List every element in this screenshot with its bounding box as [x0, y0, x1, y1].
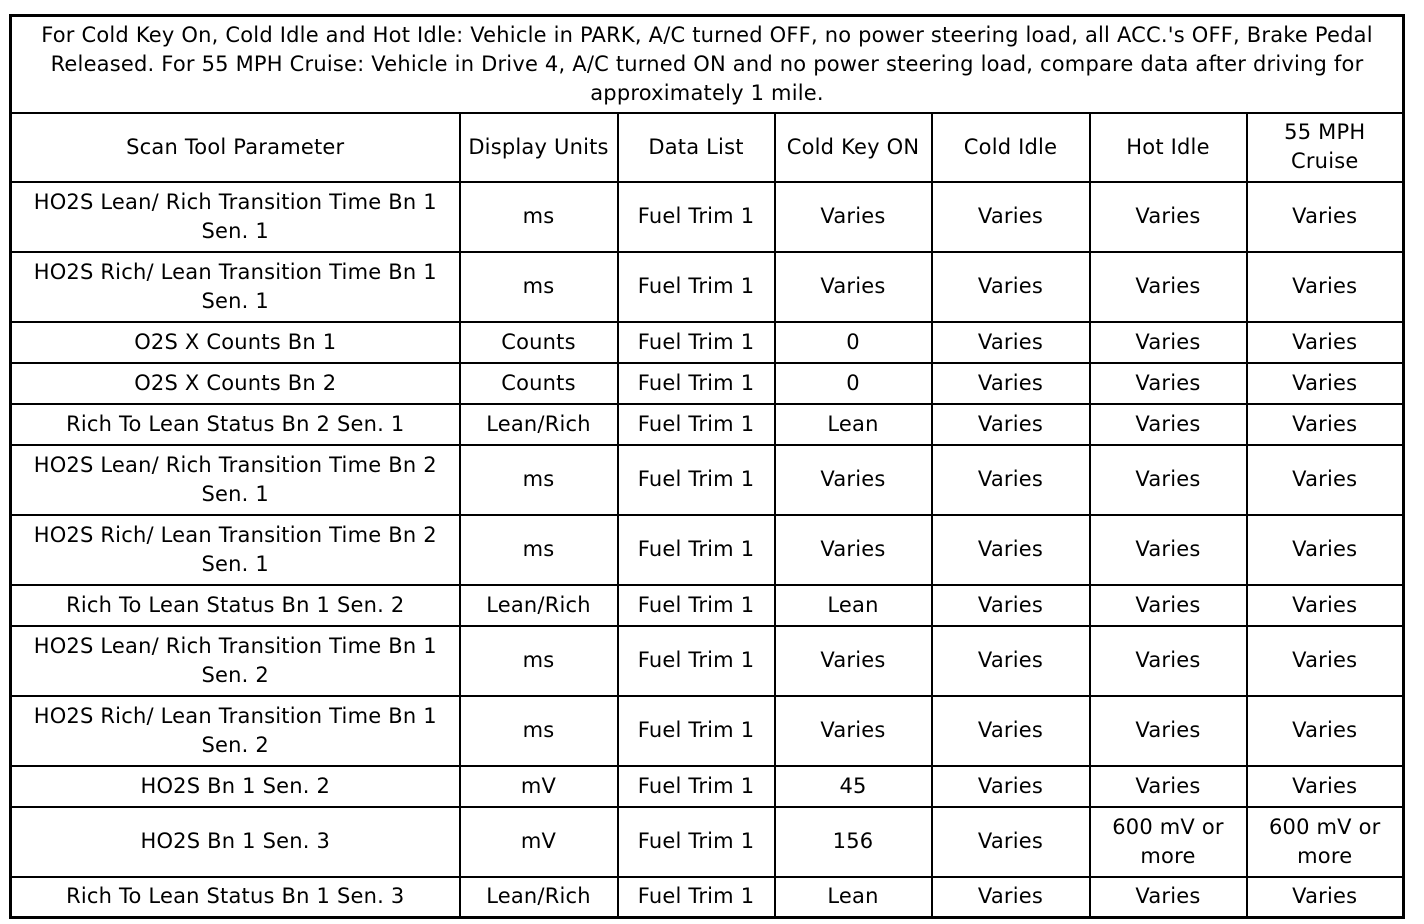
header-55-mph-cruise: 55 MPH Cruise	[1247, 113, 1404, 182]
data-list-cell: Fuel Trim 1	[618, 807, 775, 877]
data-list-cell: Fuel Trim 1	[618, 515, 775, 585]
data-list-cell: Fuel Trim 1	[618, 182, 775, 252]
header-cold-idle: Cold Idle	[932, 113, 1090, 182]
header-hot-idle: Hot Idle	[1090, 113, 1247, 182]
hot-idle-cell: Varies	[1090, 766, 1247, 807]
cold-key-on-cell: Varies	[775, 515, 932, 585]
cold-key-on-cell: Varies	[775, 182, 932, 252]
cold-idle-cell: Varies	[932, 696, 1090, 766]
param-cell: HO2S Lean/ Rich Transition Time Bn 1 Sen. 1	[11, 182, 460, 252]
cruise-cell: 600 mV or more	[1247, 807, 1404, 877]
param-cell: HO2S Rich/ Lean Transition Time Bn 2 Sen. 1	[11, 515, 460, 585]
hot-idle-cell: Varies	[1090, 182, 1247, 252]
cold-key-on-cell: 0	[775, 363, 932, 404]
table-row	[11, 363, 1404, 404]
cruise-cell: Varies	[1247, 696, 1404, 766]
display-units-cell: mV	[460, 766, 618, 807]
cold-idle-cell: Varies	[932, 585, 1090, 626]
table-row	[11, 696, 1404, 766]
cruise-cell: Varies	[1247, 404, 1404, 445]
cruise-cell: Varies	[1247, 766, 1404, 807]
display-units-cell: Counts	[460, 322, 618, 363]
table-row	[11, 807, 1404, 877]
table-row	[11, 252, 1404, 322]
hot-idle-cell: 600 mV or more	[1090, 807, 1247, 877]
table-row	[11, 445, 1404, 515]
header-display-units: Display Units	[460, 113, 618, 182]
cruise-cell: Varies	[1247, 515, 1404, 585]
display-units-cell: Lean/Rich	[460, 585, 618, 626]
cruise-cell: Varies	[1247, 322, 1404, 363]
cold-key-on-cell: Varies	[775, 626, 932, 696]
hot-idle-cell: Varies	[1090, 404, 1247, 445]
cold-key-on-cell: Varies	[775, 252, 932, 322]
display-units-cell: Lean/Rich	[460, 404, 618, 445]
hot-idle-cell: Varies	[1090, 877, 1247, 918]
hot-idle-cell: Varies	[1090, 696, 1247, 766]
hot-idle-cell: Varies	[1090, 626, 1247, 696]
note-row	[11, 16, 1404, 113]
cold-key-on-cell: 45	[775, 766, 932, 807]
header-cold-key-on: Cold Key ON	[775, 113, 932, 182]
param-cell: HO2S Bn 1 Sen. 3	[11, 807, 460, 877]
cruise-cell: Varies	[1247, 445, 1404, 515]
param-cell: HO2S Bn 1 Sen. 2	[11, 766, 460, 807]
cold-idle-cell: Varies	[932, 766, 1090, 807]
cruise-cell: Varies	[1247, 877, 1404, 918]
data-list-cell: Fuel Trim 1	[618, 404, 775, 445]
cold-idle-cell: Varies	[932, 322, 1090, 363]
display-units-cell: ms	[460, 445, 618, 515]
cold-idle-cell: Varies	[932, 404, 1090, 445]
cold-idle-cell: Varies	[932, 515, 1090, 585]
param-cell: O2S X Counts Bn 1	[11, 322, 460, 363]
table-row	[11, 182, 1404, 252]
cold-key-on-cell: Varies	[775, 445, 932, 515]
header-data-list: Data List	[618, 113, 775, 182]
table-row	[11, 322, 1404, 363]
table-row	[11, 766, 1404, 807]
hot-idle-cell: Varies	[1090, 585, 1247, 626]
hot-idle-cell: Varies	[1090, 445, 1247, 515]
cold-key-on-cell: Varies	[775, 696, 932, 766]
param-cell: O2S X Counts Bn 2	[11, 363, 460, 404]
table-row	[11, 585, 1404, 626]
param-cell: HO2S Rich/ Lean Transition Time Bn 1 Sen. 1	[11, 252, 460, 322]
cold-key-on-cell: Lean	[775, 877, 932, 918]
cruise-cell: Varies	[1247, 626, 1404, 696]
display-units-cell: ms	[460, 515, 618, 585]
display-units-cell: ms	[460, 626, 618, 696]
display-units-cell: Lean/Rich	[460, 877, 618, 918]
cold-key-on-cell: Lean	[775, 404, 932, 445]
hot-idle-cell: Varies	[1090, 363, 1247, 404]
cruise-cell: Varies	[1247, 585, 1404, 626]
cold-idle-cell: Varies	[932, 445, 1090, 515]
cold-key-on-cell: 156	[775, 807, 932, 877]
test-conditions-note: For Cold Key On, Cold Idle and Hot Idle: Vehicle in PARK, A/C turned OFF, no power steering load, all ACC.'s OFF, Brake Pedal Released. For 55 MPH Cruise: Vehicle in Drive 4, A/C turned ON and no power steering load, compare data after driving for approximately 1 mile.	[11, 16, 1404, 113]
table-row	[11, 877, 1404, 918]
display-units-cell: Counts	[460, 363, 618, 404]
table-body	[11, 16, 1404, 918]
data-list-cell: Fuel Trim 1	[618, 322, 775, 363]
cruise-cell: Varies	[1247, 182, 1404, 252]
cold-key-on-cell: 0	[775, 322, 932, 363]
hot-idle-cell: Varies	[1090, 515, 1247, 585]
table-row	[11, 404, 1404, 445]
data-list-cell: Fuel Trim 1	[618, 696, 775, 766]
display-units-cell: ms	[460, 182, 618, 252]
scan-tool-data-sheet	[9, 14, 1405, 916]
display-units-cell: mV	[460, 807, 618, 877]
cold-idle-cell: Varies	[932, 626, 1090, 696]
cold-idle-cell: Varies	[932, 182, 1090, 252]
display-units-cell: ms	[460, 696, 618, 766]
data-list-cell: Fuel Trim 1	[618, 585, 775, 626]
param-cell: Rich To Lean Status Bn 2 Sen. 1	[11, 404, 460, 445]
data-list-cell: Fuel Trim 1	[618, 445, 775, 515]
scan-tool-data-table	[9, 14, 1405, 919]
param-cell: HO2S Rich/ Lean Transition Time Bn 1 Sen. 2	[11, 696, 460, 766]
header-scan-tool-parameter: Scan Tool Parameter	[11, 113, 460, 182]
cold-idle-cell: Varies	[932, 252, 1090, 322]
data-list-cell: Fuel Trim 1	[618, 626, 775, 696]
cold-idle-cell: Varies	[932, 807, 1090, 877]
param-cell: Rich To Lean Status Bn 1 Sen. 3	[11, 877, 460, 918]
cold-idle-cell: Varies	[932, 877, 1090, 918]
data-list-cell: Fuel Trim 1	[618, 363, 775, 404]
cruise-cell: Varies	[1247, 252, 1404, 322]
data-list-cell: Fuel Trim 1	[618, 766, 775, 807]
display-units-cell: ms	[460, 252, 618, 322]
param-cell: Rich To Lean Status Bn 1 Sen. 2	[11, 585, 460, 626]
header-row	[11, 113, 1404, 182]
param-cell: HO2S Lean/ Rich Transition Time Bn 1 Sen. 2	[11, 626, 460, 696]
cold-key-on-cell: Lean	[775, 585, 932, 626]
hot-idle-cell: Varies	[1090, 322, 1247, 363]
cold-idle-cell: Varies	[932, 363, 1090, 404]
param-cell: HO2S Lean/ Rich Transition Time Bn 2 Sen. 1	[11, 445, 460, 515]
data-list-cell: Fuel Trim 1	[618, 877, 775, 918]
table-row	[11, 626, 1404, 696]
table-row	[11, 515, 1404, 585]
hot-idle-cell: Varies	[1090, 252, 1247, 322]
cruise-cell: Varies	[1247, 363, 1404, 404]
data-list-cell: Fuel Trim 1	[618, 252, 775, 322]
